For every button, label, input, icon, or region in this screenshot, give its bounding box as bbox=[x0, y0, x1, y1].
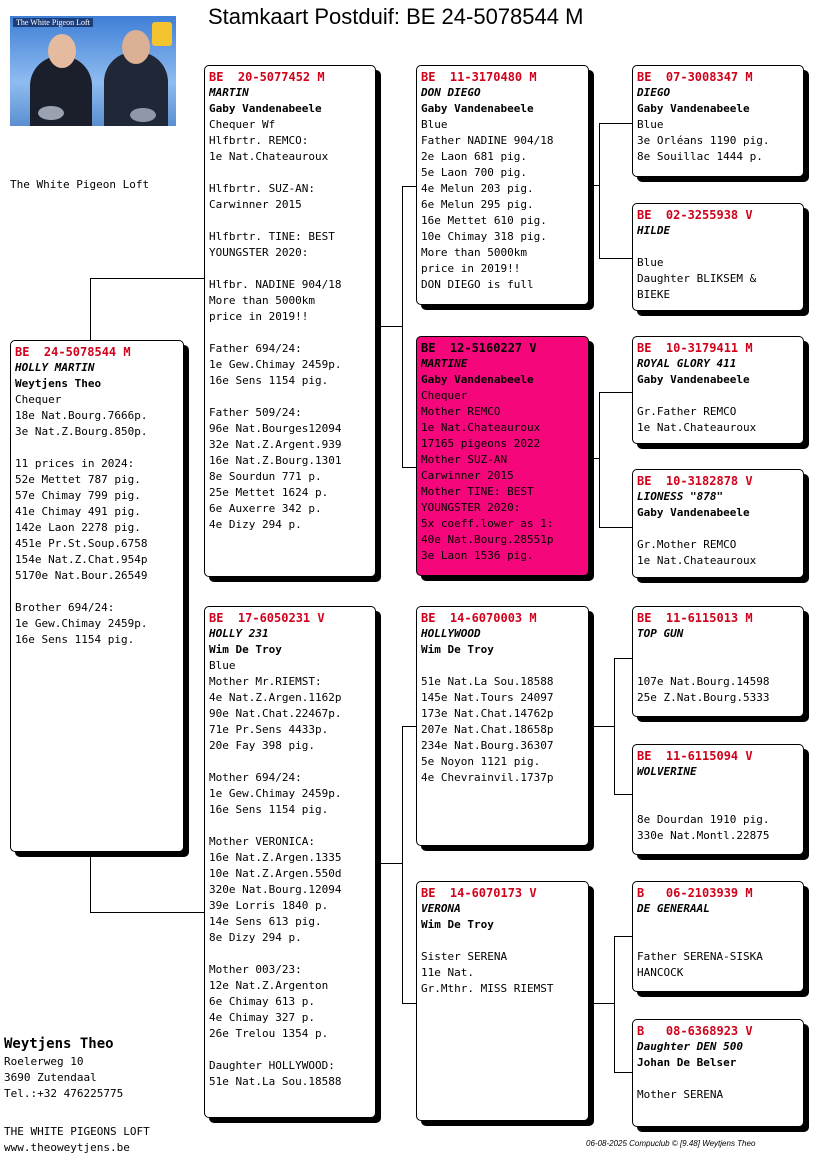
card-detail-line: BIEKE bbox=[637, 288, 671, 301]
ring-number: BE 11-3170480 M bbox=[421, 70, 537, 84]
pigeon-name: WOLVERINE bbox=[637, 765, 697, 778]
pigeon-name: VERONA bbox=[421, 902, 461, 915]
pigeon-name: LIONESS "878" bbox=[637, 490, 724, 503]
card-detail-line: price in 2019!! bbox=[421, 262, 521, 275]
card-detail-line: Sister SERENA bbox=[421, 950, 508, 963]
pigeon-card-fff[interactable] bbox=[632, 65, 804, 177]
card-detail-line bbox=[209, 213, 371, 229]
ring-number: BE 02-3255938 V bbox=[637, 208, 753, 222]
card-detail-line: Mother 003/23: bbox=[209, 963, 302, 976]
connector-line bbox=[614, 1072, 632, 1073]
card-detail-line: 1e Gew.Chimay 2459p. bbox=[209, 787, 342, 800]
card-detail-line: 1e Nat.Chateauroux bbox=[637, 554, 757, 567]
card-detail-line: Hlfbrtr. REMCO: bbox=[209, 134, 309, 147]
card-detail-line: 4e Chevrainvil.1737p bbox=[421, 771, 554, 784]
card-detail-line: 330e Nat.Montl.22875 bbox=[637, 829, 770, 842]
pigeon-name: HOLLYWOOD bbox=[421, 627, 481, 640]
card-detail-line: Father 509/24: bbox=[209, 406, 302, 419]
card-detail-line: 1e Nat.Chateauroux bbox=[209, 150, 329, 163]
connector-line bbox=[90, 912, 204, 913]
card-detail-line: 4e Melun 203 pig. bbox=[421, 182, 534, 195]
person-right-head bbox=[122, 30, 150, 64]
ring-number: BE 20-5077452 M bbox=[209, 70, 325, 84]
card-detail-line bbox=[209, 325, 371, 341]
connector-line bbox=[90, 278, 91, 340]
pigeon-card-subject[interactable] bbox=[10, 340, 184, 852]
card-detail-line: Hlfbr. NADINE 904/18 bbox=[209, 278, 342, 291]
card-detail-line: Mother 694/24: bbox=[209, 771, 302, 784]
card-detail-line: 16e Mettet 610 pig. bbox=[421, 214, 547, 227]
card-detail-line bbox=[209, 165, 371, 181]
card-detail-line: Father NADINE 904/18 bbox=[421, 134, 554, 147]
card-detail-line bbox=[637, 796, 799, 812]
ring-number: BE 07-3008347 M bbox=[637, 70, 753, 84]
card-detail-line: 90e Nat.Chat.22467p. bbox=[209, 707, 342, 720]
card-detail-line bbox=[209, 946, 371, 962]
ring-number: BE 17-6050231 V bbox=[209, 611, 325, 625]
breeder-name: Wim De Troy bbox=[209, 643, 282, 656]
pigeon-name: ROYAL GLORY 411 bbox=[637, 357, 737, 370]
page-title: Stamkaart Postduif: BE 24-5078544 M bbox=[208, 4, 584, 29]
card-detail-line bbox=[209, 261, 371, 277]
card-detail-line: Mother REMCO bbox=[421, 405, 501, 418]
pigeon-name: TOP GUN bbox=[637, 627, 684, 640]
ring-number: BE 24-5078544 M bbox=[15, 345, 131, 359]
ring-number: BE 10-3182878 V bbox=[637, 474, 753, 488]
card-detail-line: Hlfbrtr. SUZ-AN: bbox=[209, 182, 315, 195]
card-detail-line: 16e Nat.Z.Bourg.1301 bbox=[209, 454, 342, 467]
connector-line bbox=[402, 186, 416, 187]
card-detail-line: 6e Auxerre 342 p. bbox=[209, 502, 322, 515]
pigeon-name: HOLLY 231 bbox=[209, 627, 269, 640]
owner-phone: Tel.:+32 476225775 bbox=[4, 1087, 124, 1100]
pigeon-card-mfm[interactable] bbox=[632, 744, 804, 855]
connector-line bbox=[90, 278, 204, 279]
connector-line bbox=[589, 185, 599, 186]
card-detail-line: Blue bbox=[637, 256, 664, 269]
loft-name: The White Pigeon Loft bbox=[10, 178, 150, 191]
ring-number: BE 10-3179411 M bbox=[637, 341, 753, 355]
card-detail-line: Blue bbox=[637, 118, 664, 131]
connector-line bbox=[599, 258, 632, 259]
card-detail-line: 41e Chimay 491 pig. bbox=[15, 505, 141, 518]
card-detail-line: 5x coeff.lower as 1: bbox=[421, 517, 554, 530]
card-detail-line: Gr.Father REMCO bbox=[637, 405, 737, 418]
card-detail-line: Brother 694/24: bbox=[15, 601, 115, 614]
card-detail-line: Daughter HOLLYWOOD: bbox=[209, 1059, 335, 1072]
card-detail-line: 320e Nat.Bourg.12094 bbox=[209, 883, 342, 896]
pigeon-card-mff[interactable] bbox=[632, 606, 804, 717]
card-detail-line: 107e Nat.Bourg.14598 bbox=[637, 675, 770, 688]
pigeon-card-mother-mother[interactable] bbox=[416, 881, 589, 1121]
owner-block bbox=[4, 1034, 123, 1102]
ring-number: BE 11-6115013 M bbox=[637, 611, 753, 625]
pigeon-card-mmf[interactable] bbox=[632, 881, 804, 992]
connector-line bbox=[599, 392, 632, 393]
ring-number: B 06-2103939 M bbox=[637, 886, 753, 900]
owner-name: Weytjens Theo bbox=[4, 1036, 114, 1052]
breeder-name bbox=[637, 239, 799, 255]
breeder-name bbox=[637, 917, 799, 933]
card-detail-line: 6e Melun 295 pig. bbox=[421, 198, 534, 211]
pigeon-name: DE GENERAAL bbox=[637, 902, 710, 915]
card-detail-line: Chequer bbox=[15, 393, 62, 406]
pigeon-icon bbox=[130, 108, 156, 122]
pigeon-card-fmf[interactable] bbox=[632, 336, 804, 444]
card-detail-line: 8e Sourdun 771 p. bbox=[209, 470, 322, 483]
breeder-name: Gaby Vandenabeele bbox=[637, 506, 750, 519]
card-detail-line bbox=[637, 658, 799, 674]
card-detail-line: price in 2019!! bbox=[209, 310, 309, 323]
card-detail-line: 17165 pigeons 2022 bbox=[421, 437, 541, 450]
card-detail-line: 32e Nat.Z.Argent.939 bbox=[209, 438, 342, 451]
pigeon-card-mother[interactable] bbox=[204, 606, 376, 1118]
footer-credits: 06-08-2025 Compuclub © [9.48] Weytjens Theo bbox=[586, 1139, 756, 1148]
card-detail-line: 10e Chimay 318 pig. bbox=[421, 230, 547, 243]
card-detail-line: Blue bbox=[421, 118, 448, 131]
owner-city: 3690 Zutendaal bbox=[4, 1071, 97, 1084]
card-detail-line: Carwinner 2015 bbox=[421, 469, 514, 482]
card-detail-line: Carwinner 2015 bbox=[209, 198, 302, 211]
card-detail-line bbox=[209, 389, 371, 405]
card-detail-line: Gr.Mother REMCO bbox=[637, 538, 737, 551]
card-detail-line: 25e Mettet 1624 p. bbox=[209, 486, 329, 499]
connector-line bbox=[402, 1003, 416, 1004]
card-detail-line bbox=[637, 521, 799, 537]
card-detail-line: 11e Nat. bbox=[421, 966, 474, 979]
pigeon-icon bbox=[38, 106, 64, 120]
pigeon-name: MARTINE bbox=[421, 357, 468, 370]
card-detail-line bbox=[209, 1042, 371, 1058]
breeder-name: Johan De Belser bbox=[637, 1056, 737, 1069]
card-detail-line: Father 694/24: bbox=[209, 342, 302, 355]
card-detail-line: 11 prices in 2024: bbox=[15, 457, 135, 470]
card-detail-line: 8e Souillac 1444 p. bbox=[637, 150, 763, 163]
card-detail-line: 1e Nat.Chateauroux bbox=[421, 421, 541, 434]
card-detail-line bbox=[15, 440, 179, 456]
ring-number: BE 14-6070003 M bbox=[421, 611, 537, 625]
card-detail-line: Mother SERENA bbox=[637, 1088, 724, 1101]
card-detail-line: 39e Lorris 1840 p. bbox=[209, 899, 329, 912]
card-detail-line: 12e Nat.Z.Argenton bbox=[209, 979, 329, 992]
connector-line bbox=[599, 123, 632, 124]
connector-line bbox=[589, 1003, 614, 1004]
card-detail-line: 71e Pr.Sens 4433p. bbox=[209, 723, 329, 736]
card-detail-line: 57e Chimay 799 pig. bbox=[15, 489, 141, 502]
card-detail-line: Father SERENA-SISKA bbox=[637, 950, 763, 963]
card-detail-line: 8e Dourdan 1910 pig. bbox=[637, 813, 770, 826]
card-detail-line: 145e Nat.Tours 24097 bbox=[421, 691, 554, 704]
connector-line bbox=[614, 658, 632, 659]
card-detail-line: Mother SUZ-AN bbox=[421, 453, 508, 466]
club-badge-icon bbox=[152, 22, 172, 46]
card-detail-line: 14e Sens 613 pig. bbox=[209, 915, 322, 928]
card-detail-line: 154e Nat.Z.Chat.954p bbox=[15, 553, 148, 566]
connector-line bbox=[402, 467, 416, 468]
card-detail-line: 18e Nat.Bourg.7666p. bbox=[15, 409, 148, 422]
card-detail-line: 5e Noyon 1121 pig. bbox=[421, 755, 541, 768]
person-left-head bbox=[48, 34, 76, 68]
card-detail-line bbox=[421, 933, 584, 949]
card-detail-line: 173e Nat.Chat.14762p bbox=[421, 707, 554, 720]
card-detail-line: YOUNGSTER 2020: bbox=[209, 246, 309, 259]
card-detail-line: Chequer bbox=[421, 389, 468, 402]
connector-line bbox=[614, 794, 632, 795]
card-detail-line bbox=[421, 658, 584, 674]
ring-number: BE 14-6070173 V bbox=[421, 886, 537, 900]
card-detail-line: 16e Nat.Z.Argen.1335 bbox=[209, 851, 342, 864]
connector-line bbox=[589, 458, 599, 459]
card-detail-line bbox=[209, 754, 371, 770]
breeder-name: Wim De Troy bbox=[421, 918, 494, 931]
card-detail-line: 16e Sens 1154 pig. bbox=[209, 374, 329, 387]
card-detail-line: 26e Trelou 1354 p. bbox=[209, 1027, 329, 1040]
pigeon-name: MARTIN bbox=[209, 86, 249, 99]
footer-loft: THE WHITE PIGEONS LOFT bbox=[4, 1125, 150, 1138]
card-detail-line: 52e Mettet 787 pig. bbox=[15, 473, 141, 486]
pigeon-card-mmm[interactable] bbox=[632, 1019, 804, 1127]
card-detail-line: 4e Dizy 294 p. bbox=[209, 518, 302, 531]
connector-line bbox=[599, 123, 600, 259]
loft-photo bbox=[10, 16, 176, 126]
card-detail-line bbox=[15, 584, 179, 600]
connector-line bbox=[614, 936, 615, 1073]
card-detail-line: 96e Nat.Bourges12094 bbox=[209, 422, 342, 435]
footer-left bbox=[4, 1124, 150, 1156]
footer-website[interactable]: www.theoweytjens.be bbox=[4, 1141, 130, 1154]
card-detail-line: 25e Z.Nat.Bourg.5333 bbox=[637, 691, 770, 704]
card-detail-line: Gr.Mthr. MISS RIEMST bbox=[421, 982, 554, 995]
card-detail-line: 5170e Nat.Bour.26549 bbox=[15, 569, 148, 582]
card-detail-line: More than 5000km bbox=[421, 246, 527, 259]
breeder-name: Weytjens Theo bbox=[15, 377, 102, 390]
card-detail-line: 16e Sens 1154 pig. bbox=[15, 633, 135, 646]
card-detail-line: 51e Nat.La Sou.18588 bbox=[421, 675, 554, 688]
card-detail-line: Blue bbox=[209, 659, 236, 672]
card-detail-line: 234e Nat.Bourg.36307 bbox=[421, 739, 554, 752]
connector-line bbox=[402, 726, 403, 1004]
card-detail-line bbox=[637, 1071, 799, 1087]
owner-street: Roelerweg 10 bbox=[4, 1055, 84, 1068]
pigeon-card-fmm[interactable] bbox=[632, 469, 804, 578]
card-detail-line: 6e Chimay 613 p. bbox=[209, 995, 315, 1008]
pigeon-name: DIEGO bbox=[637, 86, 671, 99]
breeder-name: Gaby Vandenabeele bbox=[421, 102, 534, 115]
card-detail-line: 20e Fay 398 pig. bbox=[209, 739, 315, 752]
card-detail-line: 142e Laon 2278 pig. bbox=[15, 521, 141, 534]
pigeon-name: HILDE bbox=[637, 224, 671, 237]
card-detail-line: 40e Nat.Bourg.28551p bbox=[421, 533, 554, 546]
breeder-name bbox=[637, 780, 799, 796]
breeder-name: Gaby Vandenabeele bbox=[637, 102, 750, 115]
card-detail-line: 4e Nat.Z.Argen.1162p bbox=[209, 691, 342, 704]
card-detail-line: Chequer Wf bbox=[209, 118, 276, 131]
connector-line bbox=[90, 852, 91, 913]
card-detail-line: 51e Nat.La Sou.18588 bbox=[209, 1075, 342, 1088]
card-detail-line: 3e Laon 1536 pig. bbox=[421, 549, 534, 562]
connector-line bbox=[376, 863, 402, 864]
card-detail-line bbox=[637, 388, 799, 404]
connector-line bbox=[402, 726, 416, 727]
pigeon-card-mother-father[interactable] bbox=[416, 606, 589, 846]
card-detail-line: 10e Nat.Z.Argen.550d bbox=[209, 867, 342, 880]
connector-line bbox=[402, 186, 403, 468]
card-detail-line: 4e Chimay 327 p. bbox=[209, 1011, 315, 1024]
pigeon-name: DON DIEGO bbox=[421, 86, 481, 99]
pigeon-card-father-mother[interactable] bbox=[416, 336, 589, 576]
breeder-name bbox=[637, 642, 799, 658]
card-detail-line: Mother TINE: BEST bbox=[421, 485, 534, 498]
connector-line bbox=[614, 658, 615, 795]
card-detail-line: 1e Gew.Chimay 2459p. bbox=[209, 358, 342, 371]
card-detail-line: 2e Laon 681 pig. bbox=[421, 150, 527, 163]
pigeon-card-father-father[interactable] bbox=[416, 65, 589, 305]
connector-line bbox=[599, 527, 632, 528]
pigeon-name: HOLLY MARTIN bbox=[15, 361, 95, 374]
breeder-name: Wim De Troy bbox=[421, 643, 494, 656]
connector-line bbox=[599, 392, 600, 528]
card-detail-line: 16e Sens 1154 pig. bbox=[209, 803, 329, 816]
ring-number: BE 11-6115094 V bbox=[637, 749, 753, 763]
connector-line bbox=[589, 726, 614, 727]
breeder-name: Gaby Vandenabeele bbox=[637, 373, 750, 386]
card-detail-line bbox=[209, 818, 371, 834]
pigeon-card-father[interactable] bbox=[204, 65, 376, 577]
card-detail-line: 207e Nat.Chat.18658p bbox=[421, 723, 554, 736]
card-detail-line bbox=[637, 933, 799, 949]
card-detail-line: Mother VERONICA: bbox=[209, 835, 315, 848]
connector-line bbox=[614, 936, 632, 937]
card-detail-line: DON DIEGO is full bbox=[421, 278, 534, 291]
connector-line bbox=[376, 326, 402, 327]
breeder-name: Gaby Vandenabeele bbox=[421, 373, 534, 386]
card-detail-line: YOUNGSTER 2020: bbox=[421, 501, 521, 514]
card-detail-line: 1e Nat.Chateauroux bbox=[637, 421, 757, 434]
card-detail-line: 451e Pr.St.Soup.6758 bbox=[15, 537, 148, 550]
logo-caption: The White Pigeon Loft bbox=[13, 18, 93, 27]
breeder-name: Gaby Vandenabeele bbox=[209, 102, 322, 115]
card-detail-line: 5e Laon 700 pig. bbox=[421, 166, 527, 179]
pigeon-name: Daughter DEN 500 bbox=[637, 1040, 743, 1053]
ring-number: BE 12-5160227 V bbox=[421, 341, 537, 355]
card-detail-line: 1e Gew.Chimay 2459p. bbox=[15, 617, 148, 630]
card-detail-line: HANCOCK bbox=[637, 966, 684, 979]
card-detail-line: 8e Dizy 294 p. bbox=[209, 931, 302, 944]
pigeon-card-ffm[interactable] bbox=[632, 203, 804, 311]
card-detail-line: More than 5000km bbox=[209, 294, 315, 307]
card-detail-line: Daughter BLIKSEM & bbox=[637, 272, 757, 285]
ring-number: B 08-6368923 V bbox=[637, 1024, 753, 1038]
card-detail-line: 3e Orléans 1190 pig. bbox=[637, 134, 770, 147]
card-detail-line: 3e Nat.Z.Bourg.850p. bbox=[15, 425, 148, 438]
card-detail-line: Hlfbrtr. TINE: BEST bbox=[209, 230, 335, 243]
card-detail-line: Mother Mr.RIEMST: bbox=[209, 675, 322, 688]
